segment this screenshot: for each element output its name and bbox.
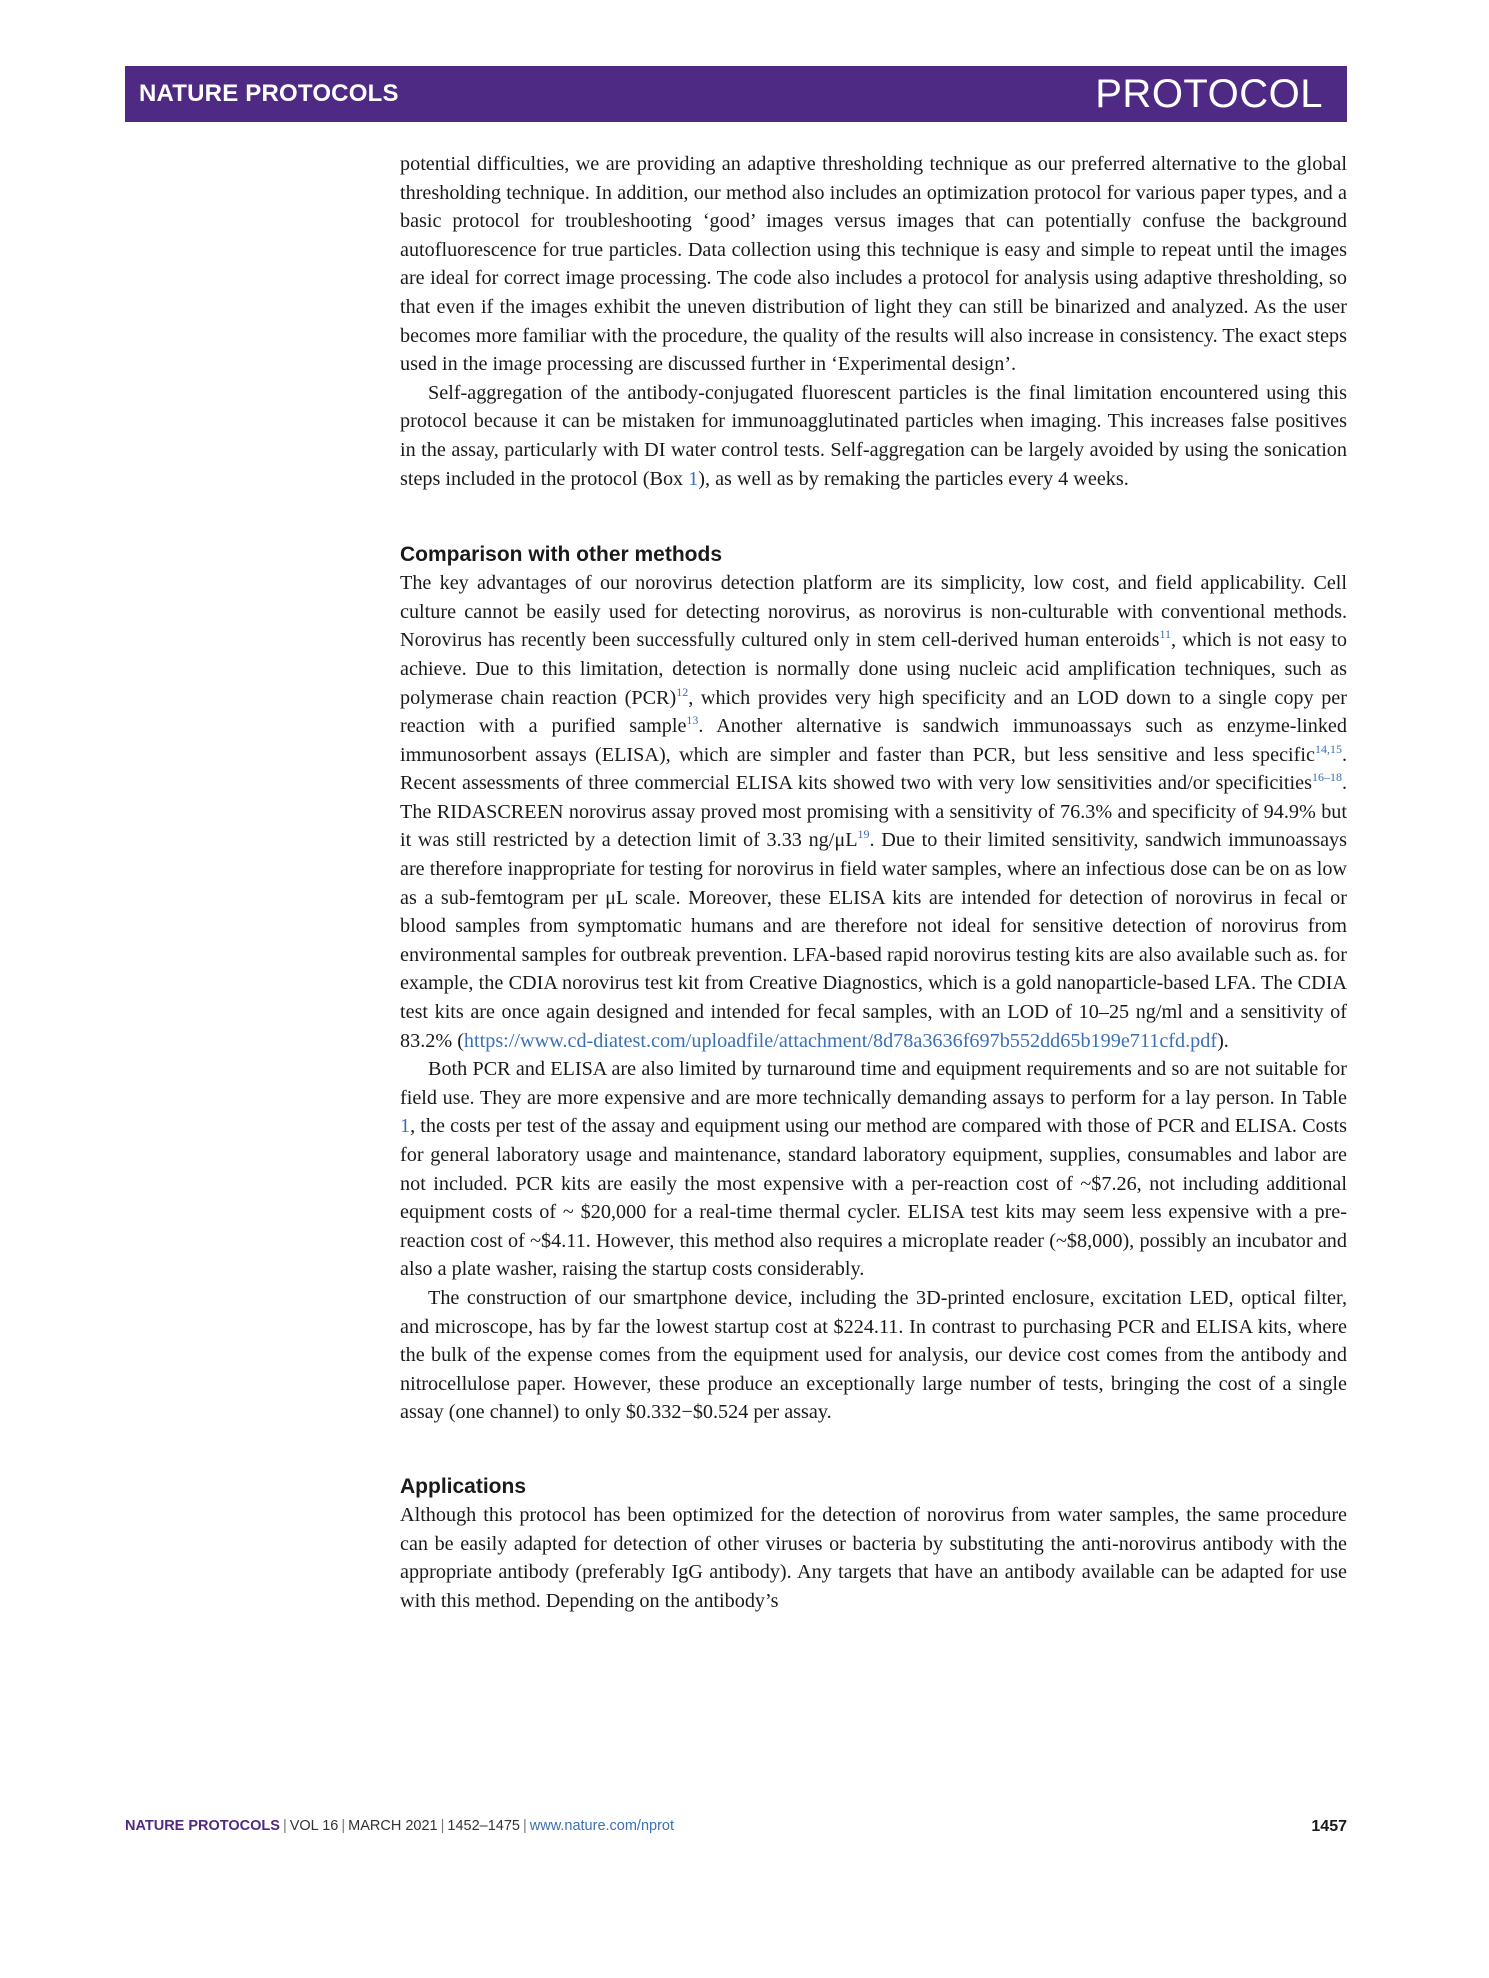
section-heading-applications: Applications [400,1474,527,1498]
footer-journal-url-link[interactable]: www.nature.com/nprot [529,1818,675,1834]
footer-date: MARCH 2021 [348,1818,438,1834]
page-number: 1457 [1311,1818,1347,1835]
paragraph [400,1055,1347,1284]
text-run: The key advantages of our norovirus detection platform are its simplicity, low cost, and field applicability. Cell culture cannot be easily used for detecting norovirus, as norovirus is non-culturable with conventional methods. Norovirus has recently been successfully cultured only in stem cell-derived human enteroids [400,572,1347,652]
divider: | [282,1818,287,1834]
footer-pages: 1452–1475 [447,1818,520,1834]
paragraph: potential difficulties, we are providing an adaptive thresholding technique as our preferred alternative to the global thresholding technique. In addition, our method also includes an optimization protocol for various paper types, and a basic protocol for troubleshooting ‘good’ images versus images that can potentially confuse the background autofluorescence for true particles. Data collection using this technique is easy and simple to repeat until the images are ideal for correct image processing. The code also includes a protocol for analysis using adaptive thresholding, so that even if the images exhibit the uneven distribution of light they can still be binarized and analyzed. As the user becomes more familiar with the procedure, the quality of the results will also increase in consistency. The exact steps used in the image processing are discussed further in ‘Experimental design’. [400,153,1347,376]
text-run: . The RIDASCREEN norovirus assay proved most promising with a sensitivity of 76.3% and specificity of 94.9% but it was still restricted by a detection limit of 3.33 ng/μL [400,772,1347,852]
text-run: . Recent assessments of three commercial ELISA kits showed two with very low sensitivities and/or specificities [400,743,1347,795]
box-reference-link[interactable]: 1 [688,467,699,490]
text-run: . Due to their limited sensitivity, sandwich immunoassays are therefore inappropriate for testing for norovirus in field water samples, where an infectious dose can be on as low as a sub-femtogram per μL scale. Moreover, these ELISA kits are intended for detection of norovirus in fecal or blood samples from symptomatic humans and are therefore not ideal for sensitive detection of norovirus from environmental samples for outbreak prevention. LFA-based rapid norovirus testing kits are also available such as. for example, the CDIA norovirus test kit from Creative Diagnostics, which is a gold nanoparticle-based LFA. The CDIA test kits are once again designed and intended for fecal samples, with an LOD of 10–25 ng/ml and a sensitivity of 83.2% ( [400,829,1347,1052]
journal-header-bar [125,66,1347,122]
text-run: , the costs per test of the assay and equipment using our method are compared with those of PCR and ELISA. Costs for general laboratory usage and maintenance, standard laboratory equipment, supplies, consumables and labor are not included. PCR kits are easily the most expensive with a per-reaction cost of ~$7.26, not including additional equipment costs of ~ $20,000 for a real-time thermal cycler. ELISA test kits may seem less expensive with a pre-reaction cost of ~$4.11. However, this method also requires a microplate reader (~$8,000), possibly an incubator and also a plate washer, raising the startup costs considerably. [400,1115,1347,1281]
text-run: Both PCR and ELISA are also limited by turnaround time and equipment requirements and so are not suitable for field use. They are more expensive and are more technically demanding assays to perform for a lay person. In Table [400,1058,1347,1109]
journal-name: NATURE PROTOCOLS [139,80,399,107]
paragraph: Although this protocol has been optimized for the detection of norovirus from water samples, the same procedure can be easily adapted for detection of other viruses or bacteria by substituting the anti-norovirus antibody with the appropriate antibody (preferably IgG antibody). Any targets that have an antibody available can be adapted for use with this method. Depending on the antibody’s [400,1503,1347,1612]
table-reference-link[interactable]: 1 [400,1115,411,1138]
footer-journal-name: NATURE PROTOCOLS [125,1818,280,1834]
citation-link[interactable]: 14,15 [1314,741,1342,756]
text-run: Self-aggregation of the antibody-conjugated fluorescent particles is the final limitation encountered using this protocol because it can be mistaken for immunoagglutinated particles when imaging. This increases false positives in the assay, particularly with DI water control tests. Self-aggregation can be largely avoided by using the sonication steps included in the protocol (Box [400,381,1347,490]
footer-volume: VOL 16 [289,1818,339,1834]
text-run: . Another alternative is sandwich immunoassays such as enzyme-linked immunosorbent assays (ELISA), which are simpler and faster than PCR, but less sensitive and less specific [400,715,1347,766]
article-type-label: PROTOCOL [1095,72,1323,116]
external-url-link[interactable]: https://www.cd-diatest.com/uploadfile/attachment/8d78a3636f697b552dd65b199e711cfd.pdf [463,1029,1218,1052]
section-heading-comparison: Comparison with other methods [400,543,723,567]
paragraph [400,569,1347,1055]
citation-link[interactable]: 12 [676,684,689,699]
citation-link[interactable]: 16–18 [1311,770,1342,785]
citation-link[interactable]: 11 [1159,627,1172,642]
text-run: , which provides very high specificity and an LOD down to a single copy per reaction with a purified sample [400,686,1347,738]
paragraph: The construction of our smartphone device, including the 3D-printed enclosure, excitation LED, optical filter, and microscope, has by far the lowest startup cost at $224.11. In contrast to purchasing PCR and ELISA kits, where the bulk of the expense comes from the equipment used for analysis, our device cost comes from the antibody and nitrocellulose paper. However, these produce an exceptionally large number of tests, bringing the cost of a single assay (one channel) to only $0.332−$0.524 per assay. [400,1286,1347,1424]
divider: | [341,1818,346,1834]
text-run: ), as well as by remaking the particles every 4 weeks. [698,467,1129,490]
citation-link[interactable]: 19 [857,827,870,842]
divider: | [440,1818,445,1834]
citation-link[interactable]: 13 [686,713,699,728]
article-body [400,150,1347,1615]
divider: | [522,1818,527,1834]
text-run: , which is not easy to achieve. Due to this limitation, detection is normally done using nucleic acid amplification techniques, such as polymerase chain reaction (PCR) [400,629,1347,709]
paragraph [400,379,1347,493]
page-footer [125,1818,1347,1842]
text-run: ). [1217,1029,1229,1052]
